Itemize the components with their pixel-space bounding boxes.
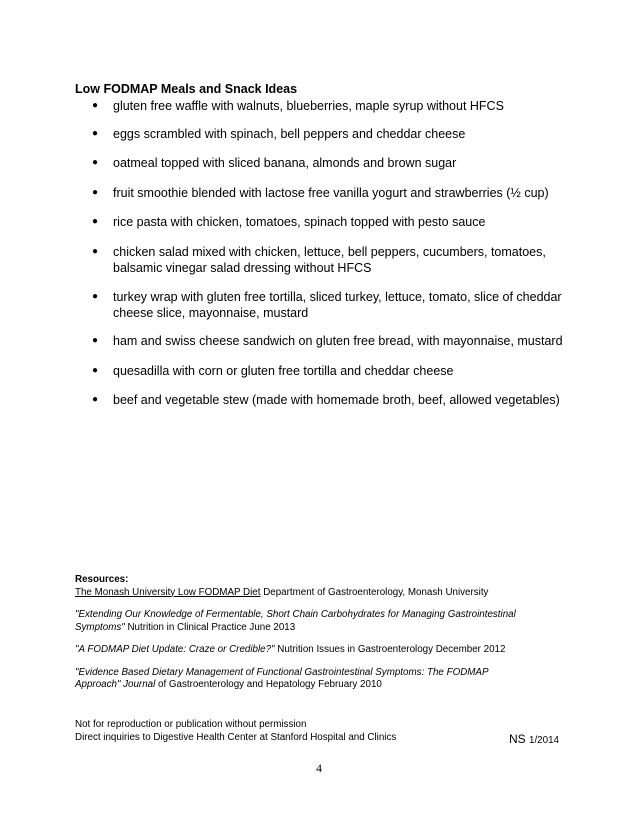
- bullet-icon: ●: [92, 100, 99, 111]
- section-title: Low FODMAP Meals and Snack Ideas: [75, 82, 298, 96]
- bullet-icon: ●: [92, 291, 99, 302]
- meal-text: [113, 244, 573, 276]
- reference-text: of Gastroenterology and Hepatology February 2010: [155, 679, 382, 690]
- footer-line: Not for reproduction or publication without permission: [75, 719, 307, 730]
- meal-text: oatmeal topped with sliced banana, almonds and brown sugar: [113, 156, 457, 170]
- reference-title: "A FODMAP Diet Update: Craze or Credible?": [75, 644, 275, 655]
- footer-initials: [509, 732, 559, 746]
- reference-text: Nutrition in Clinical Practice June 2013: [124, 621, 296, 633]
- reference-monash: [75, 587, 595, 600]
- monash-link[interactable]: The Monash University Low FODMAP Diet: [75, 586, 261, 598]
- bullet-icon: ●: [92, 187, 99, 198]
- footer-note: [75, 719, 575, 744]
- footer-date: 1/2014: [529, 735, 559, 746]
- bullet-icon: ●: [92, 216, 99, 227]
- resources-section: [75, 574, 595, 692]
- reference-title: "Extending Our Knowledge of Fermentable, Short Chain Carbohydrates for Managing Gastrointestinal: [75, 609, 516, 620]
- meal-text-line: cheese slice, mayonnaise, mustard: [113, 306, 309, 320]
- bullet-icon: ●: [92, 157, 99, 168]
- meal-text: [113, 289, 573, 321]
- initials: NS: [509, 732, 526, 746]
- reference-text: Department of Gastroenterology, Monash University: [260, 586, 489, 598]
- reference-text: Nutrition Issues in Gastroenterology December 2012: [274, 644, 506, 655]
- meal-text-line: turkey wrap with gluten free tortilla, sliced turkey, lettuce, tomato, slice of cheddar: [113, 290, 562, 304]
- meal-text: rice pasta with chicken, tomatoes, spinach topped with pesto sauce: [113, 215, 486, 229]
- bullet-icon: ●: [92, 128, 99, 139]
- reference-extending: [75, 609, 595, 634]
- footer-line: Direct inquiries to Digestive Health Center at Stanford Hospital and Clinics: [75, 731, 397, 743]
- reference-title: "Evidence Based Dietary Management of Functional Gastrointestinal Symptoms: The FODMAP: [75, 666, 489, 678]
- bullet-icon: ●: [92, 335, 99, 346]
- page-number: 4: [316, 761, 322, 775]
- reference-evidence: [75, 667, 595, 692]
- meal-text: eggs scrambled with spinach, bell peppers and cheddar cheese: [113, 127, 466, 141]
- bullet-icon: ●: [92, 246, 99, 257]
- meal-text: ham and swiss cheese sandwich on gluten free bread, with mayonnaise, mustard: [113, 334, 563, 348]
- meal-text-line: chicken salad mixed with chicken, lettuce, bell peppers, cucumbers, tomatoes,: [113, 245, 546, 259]
- bullet-icon: ●: [92, 365, 99, 376]
- meal-text-line: balsamic vinegar salad dressing without HFCS: [113, 261, 372, 275]
- bullet-icon: ●: [92, 394, 99, 405]
- reference-title: Approach" Journal: [75, 679, 156, 690]
- meal-text: beef and vegetable stew (made with homemade broth, beef, allowed vegetables): [113, 393, 560, 407]
- meal-text: quesadilla with corn or gluten free tortilla and cheddar cheese: [113, 364, 454, 378]
- meal-text: fruit smoothie blended with lactose free vanilla yogurt and strawberries (½ cup): [113, 186, 549, 200]
- reference-update: [75, 644, 595, 657]
- reference-title: Symptoms": [75, 621, 125, 633]
- resources-heading: Resources:: [75, 574, 129, 585]
- meal-text: gluten free waffle with walnuts, blueberries, maple syrup without HFCS: [113, 99, 504, 113]
